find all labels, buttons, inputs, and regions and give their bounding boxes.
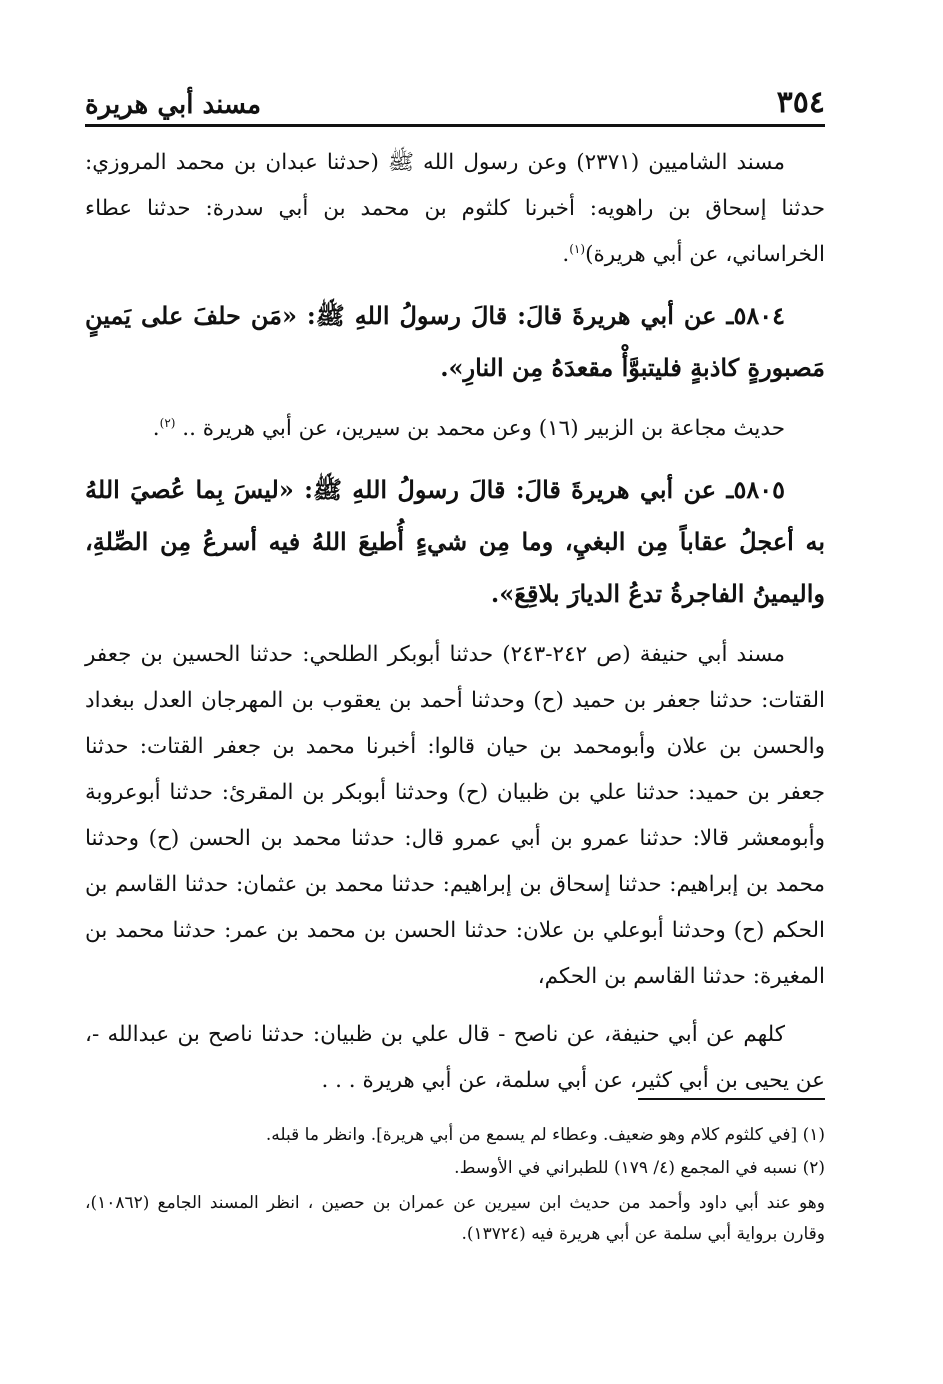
footnote-ref-2[interactable]: (٢) <box>159 415 176 430</box>
footnote-2-continuation: وهو عند أبي داود وأحمد من حديث ابن سيرين عن عمران بن حصين ، انظر المسند الجامع (١٠٨٦٢)، وقارن برواية أبي سلمة عن أبي هريرة فيه (١٣٧٢٤). <box>85 1193 825 1244</box>
footnote-ref-1[interactable]: (١) <box>569 241 586 256</box>
source-text-2-end: . <box>152 416 160 441</box>
source-paragraph-1 <box>85 140 825 278</box>
source-paragraph-2 <box>85 406 825 452</box>
main-text <box>85 140 825 1116</box>
source-paragraph-3: مسند أبي حنيفة (ص ٢٤٢-٢٤٣) حدثنا أبوبكر الطلحي: حدثنا الحسين بن جعفر القتات: حدثنا جعفر بن حميد (ح) وحدثنا أحمد بن يعقوب بن المهرجان العدل ببغداد والحسن بن علان وأبومحمد بن حيان قالوا: أخبرنا محمد بن جعفر القتات: حدثنا جعفر بن حميد: حدثنا علي بن ظبيان (ح) وحدثنا أبوبكر بن المقرئ: حدثنا أبوعروبة وأبومعشر قالا: حدثنا عمرو بن أبي عمرو قال: حدثنا محمد بن الحسن (ح) وحدثنا محمد بن إبراهيم: حدثنا إسحاق بن إبراهيم: حدثنا محمد بن عثمان: حدثنا القاسم بن الحكم (ح) وحدثنا أبوعلي بن علان: حدثنا الحسن بن محمد بن عمر: حدثنا محمد بن المغيرة: حدثنا القاسم بن الحكم، <box>85 642 825 989</box>
footnotes <box>85 1120 825 1250</box>
source-text-1-end: . <box>562 242 570 267</box>
footnote-1: (١) [في كلثوم كلام وهو ضعيف. وعطاء لم يسمع من أبي هريرة]. وانظر ما قبله. <box>265 1125 825 1145</box>
hadith-5805: ٥٨٠٥ـ عن أبي هريرةَ قالَ: قالَ رسولُ اللهِ ﷺ: «ليسَ بِما عُصيَ اللهُ به أعجلُ عقاباً مِن البغيِ، وما مِن شيءٍ أُطيعَ اللهُ فيه أسرعُ مِن الصِّلةِ، واليمينُ الفاجرةُ تدعُ الديارَ بلاقِعَ». <box>85 475 825 608</box>
source-text-2: حديث مجاعة بن الزبير (١٦) وعن محمد بن سيرين، عن أبي هريرة .. <box>182 416 785 441</box>
source-text-1: مسند الشاميين (٢٣٧١) وعن رسول الله ﷺ (حدثنا عبدان بن محمد المروزي: حدثنا إسحاق بن راهويه: أخبرنا كلثوم بن محمد بن أبي سدرة: حدثنا عطاء الخراساني، عن أبي هريرة) <box>85 150 825 267</box>
hadith-5804: ٥٨٠٤ـ عن أبي هريرةَ قالَ: قالَ رسولُ اللهِ ﷺ: «مَن حلفَ على يَمينٍ مَصبورةٍ كاذبةٍ فليتبوَّأْ مقعدَهُ مِن النارِ». <box>85 301 825 382</box>
footnote-divider <box>638 1098 825 1100</box>
source-paragraph-4: كلهم عن أبي حنيفة، عن ناصح - قال علي بن ظبيان: حدثنا ناصح بن عبدالله -، عن يحيى بن أبي كثير، عن أبي سلمة، عن أبي هريرة . . . <box>85 1022 825 1093</box>
running-title: مسند أبي هريرة <box>85 90 262 120</box>
footnote-2: (٢) نسبه في المجمع (٤/ ١٧٩) للطبراني في الأوسط. <box>454 1158 825 1178</box>
page-header <box>85 80 825 127</box>
page-number: ٣٥٤ <box>776 85 825 120</box>
